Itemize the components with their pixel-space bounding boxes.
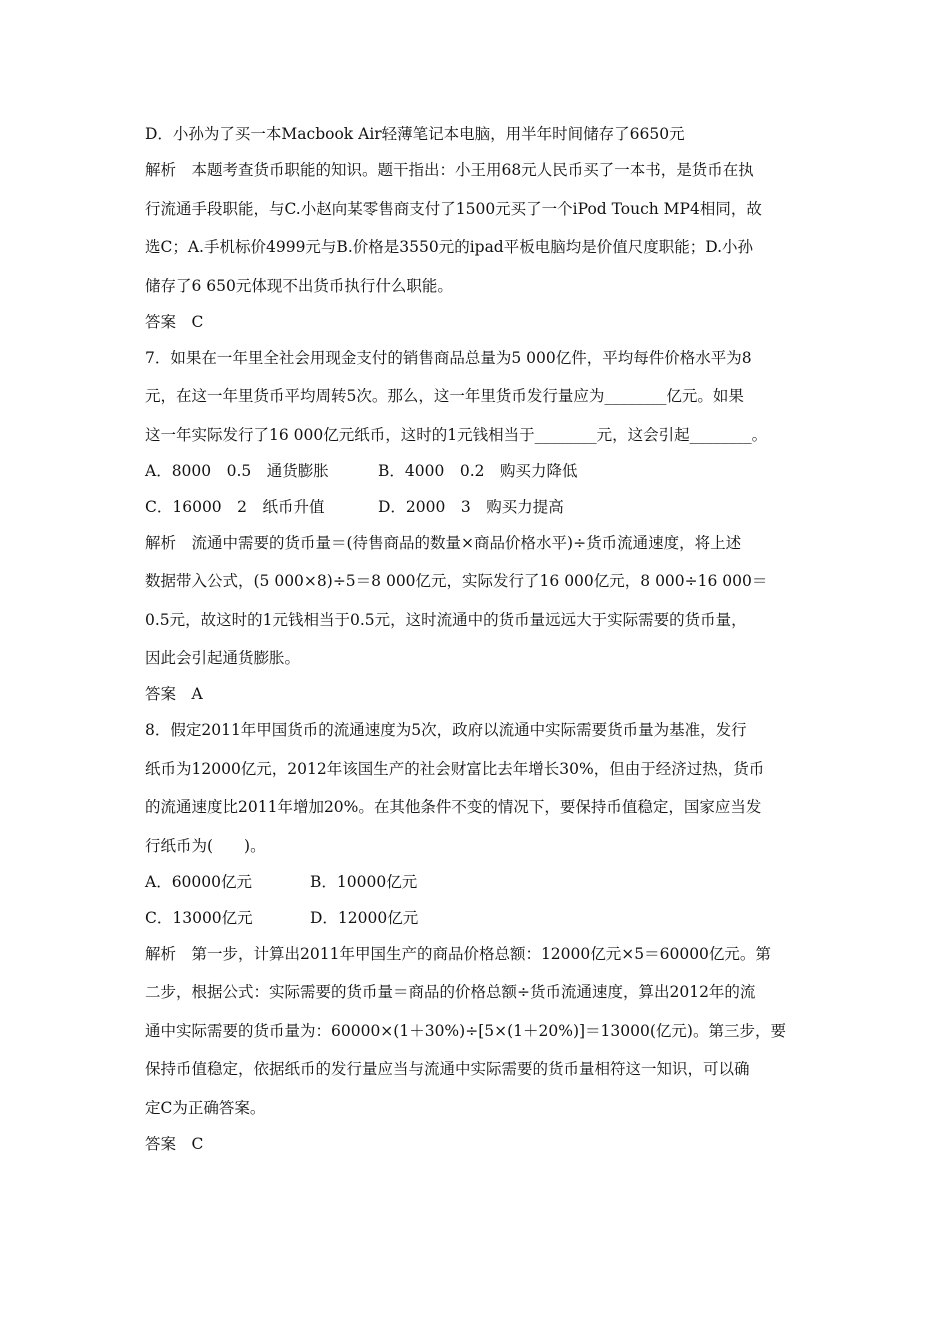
answer-line: 答案 C — [145, 312, 204, 331]
question-8-options-row-2 — [145, 908, 810, 928]
question-7-options-row-2 — [145, 497, 810, 517]
explanation-line: 因此会引起通货膨胀。 — [145, 649, 301, 667]
explanation-line: 二步，根据公式：实际需要的货币量＝商品的价格总额÷货币流通速度，算出2012年的流 — [145, 983, 756, 1001]
explanation-line: 定C为正确答案。 — [145, 1098, 266, 1117]
question-7-line: 这一年实际发行了16 000亿元纸币，这时的1元钱相当于________元，这会引起________。 — [145, 425, 768, 444]
option-a: A．8000 0.5 通货膨胀 — [145, 461, 329, 480]
explanation-line: 解析 第一步，计算出2011年甲国生产的商品价格总额：12000亿元×5＝60000亿元。第 — [145, 944, 771, 963]
option-b: B．4000 0.2 购买力降低 — [378, 461, 578, 480]
explanation-line: 行流通手段职能，与C.小赵向某零售商支付了1500元买了一个iPod Touch MP4相同，故 — [145, 199, 762, 218]
option-c: C．13000亿元 — [145, 908, 253, 927]
question-8-line: 纸币为12000亿元，2012年该国生产的社会财富比去年增长30%，但由于经济过热，货币 — [145, 759, 765, 778]
answer-line: 答案 C — [145, 1134, 204, 1153]
explanation-line: 数据带入公式，(5 000×8)÷5＝8 000亿元，实际发行了16 000亿元，8 000÷16 000＝ — [145, 572, 768, 590]
explanation-line: 0.5元，故这时的1元钱相当于0.5元，这时流通中的货币量远远大于实际需要的货币量， — [145, 610, 747, 629]
option-b: B．10000亿元 — [310, 872, 418, 891]
document-body — [145, 124, 810, 1154]
question-8-line: 的流通速度比2011年增加20%。在其他条件不变的情况下，要保持币值稳定，国家应当发 — [145, 798, 762, 816]
option-d: D．2000 3 购买力提高 — [378, 497, 564, 516]
question-7-line: 元，在这一年里货币平均周转5次。那么，这一年里货币发行量应为________亿元。如果 — [145, 387, 744, 405]
explanation-line: 解析 流通中需要的货币量＝(待售商品的数量×商品价格水平)÷货币流通速度，将上述 — [145, 533, 742, 552]
explanation-line: 储存了6 650元体现不出货币执行什么职能。 — [145, 276, 453, 295]
question-8-line: 行纸币为( )。 — [145, 836, 266, 855]
explanation-line: 通中实际需要的货币量为：60000×(1＋30%)÷[5×(1＋20%)]＝13000(亿元)。第三步，要 — [145, 1021, 786, 1040]
option-a: A．60000亿元 — [145, 872, 253, 891]
question-7-options-row-1 — [145, 461, 810, 481]
question-7-line: 7．如果在一年里全社会用现金支付的销售商品总量为5 000亿件，平均每件价格水平为8 — [145, 348, 752, 367]
explanation-line: 选C；A.手机标价4999元与B.价格是3550元的ipad平板电脑均是价值尺度职能；D.小孙 — [145, 238, 754, 256]
explanation-line: 解析 本题考查货币职能的知识。题干指出：小王用68元人民币买了一本书，是货币在执 — [145, 161, 754, 179]
explanation-line: 保持币值稳定，依据纸币的发行量应当与流通中实际需要的货币量相符这一知识，可以确 — [145, 1060, 750, 1078]
option-d: D．12000亿元 — [310, 908, 419, 927]
option-c: C．16000 2 纸币升值 — [145, 497, 325, 516]
question-8-line: 8．假定2011年甲国货币的流通速度为5次，政府以流通中实际需要货币量为基准，发行 — [145, 721, 747, 739]
question-8-options-row-1 — [145, 872, 810, 892]
option-d-line: D．小孙为了买一本Macbook Air轻薄笔记本电脑，用半年时间储存了6650元 — [145, 125, 685, 143]
answer-line: 答案 A — [145, 685, 203, 703]
